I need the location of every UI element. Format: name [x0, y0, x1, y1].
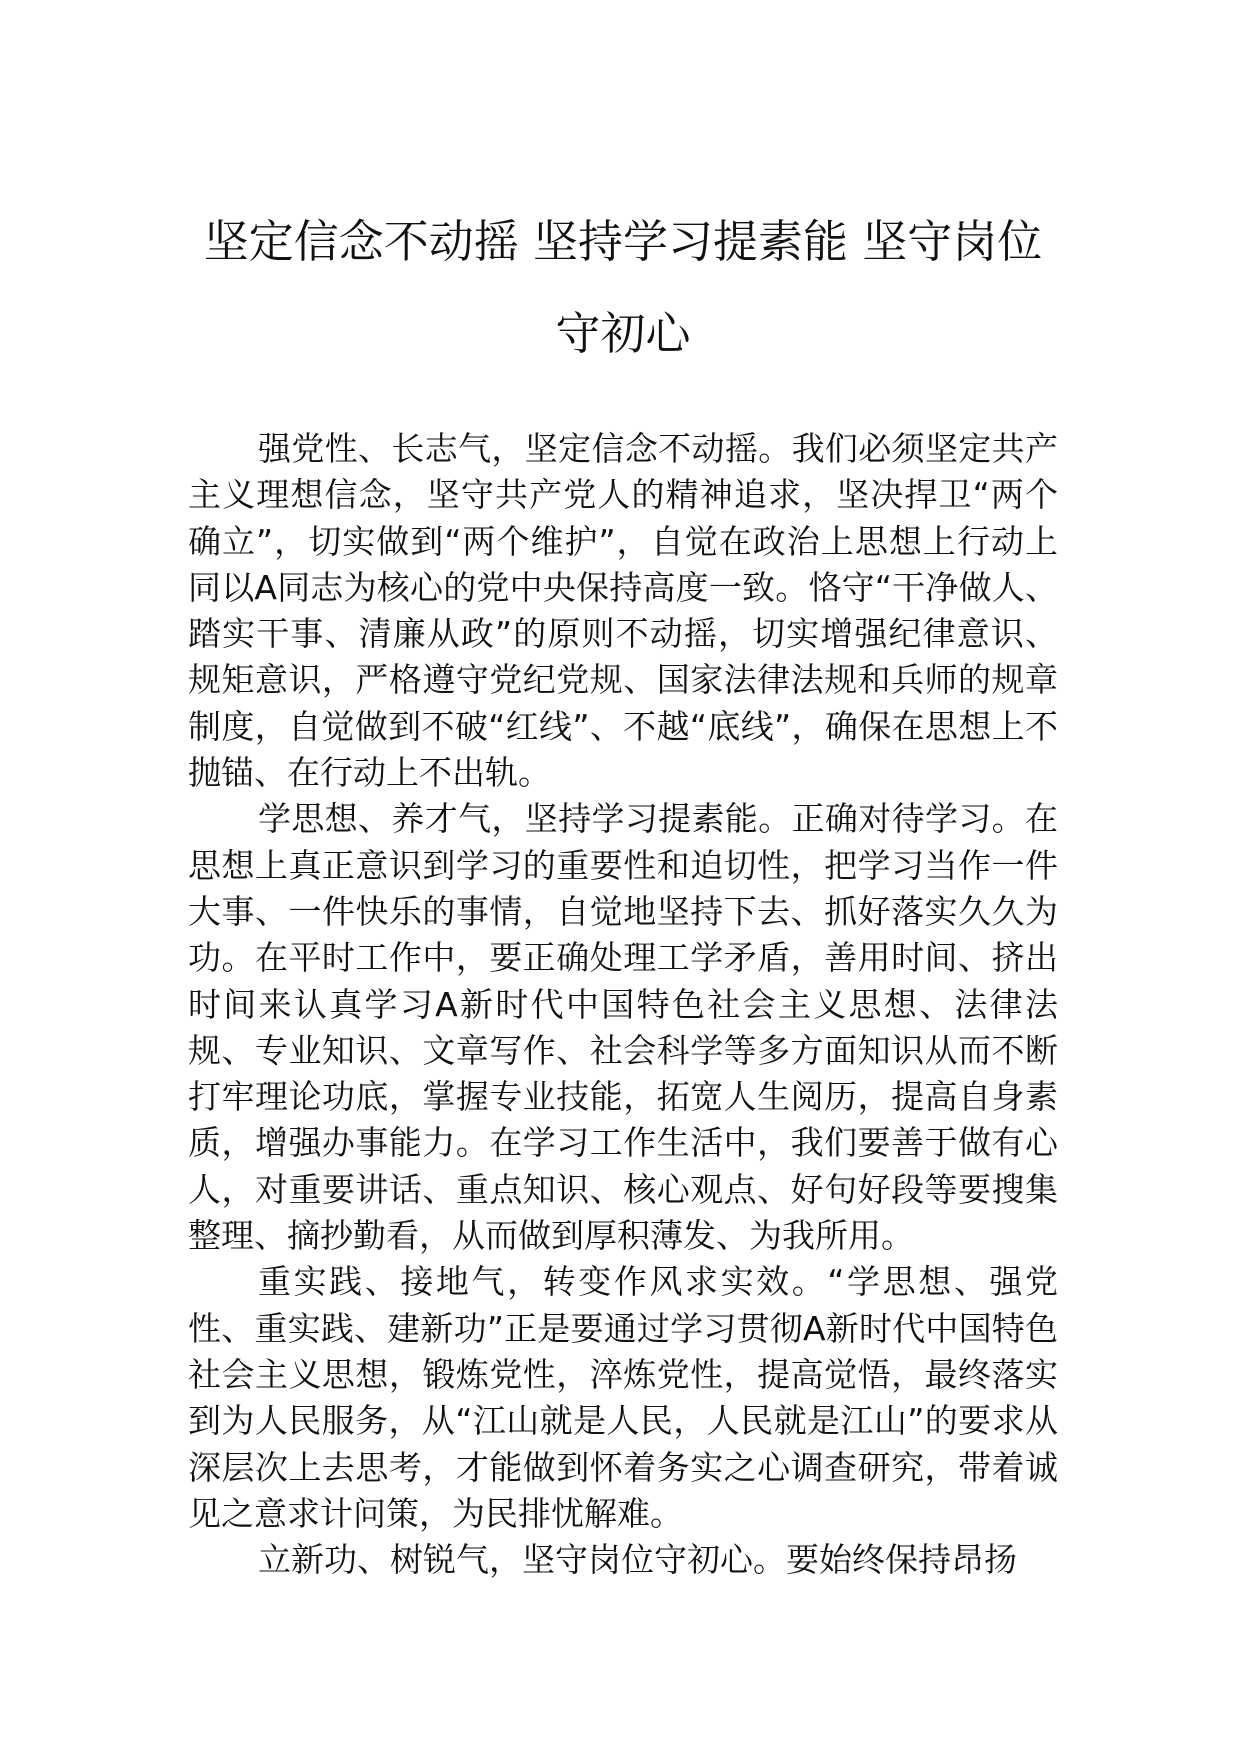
- document-title: 坚定信念不动摇 坚持学习提素能 坚守岗位守初心: [203, 215, 1043, 360]
- paragraph-3: 重实践、接地气，转变作风求实效。“学思想、强党性、重实践、建新功”正是要通过学习贯彻A新时代中国特色社会主义思想，锻炼党性，淬炼党性，提高觉悟，最终落实到为人民服务，从“江山就是人民，人民就是江山”的要求从深层次上去思考，才能做到怀着务实之心调查研究，带着诚见之意求计问策，为民排忧解难。: [188, 1262, 1058, 1533]
- document-body: [188, 426, 1058, 1583]
- paragraph-1: 强党性、长志气，坚定信念不动摇。我们必须坚定共产主义理想信念，坚守共产党人的精神追求，坚决捍卫“两个确立”，切实做到“两个维护”，自觉在政治上思想上行动上同以A同志为核心的党中央保持高度一致。恪守“干净做人、踏实干事、清廉从政”的原则不动摇，切实增强纪律意识、规矩意识，严格遵守党纪党规、国家法律法规和兵师的规章制度，自觉做到不破“红线”、不越“底线”，确保在思想上不抛锚、在行动上不出轨。: [188, 429, 1058, 793]
- paragraph-4: 立新功、树锐气，坚守岗位守初心。要始终保持昂扬: [258, 1540, 1017, 1580]
- paragraph-2: 学思想、养才气，坚持学习提素能。正确对待学习。在思想上真正意识到学习的重要性和迫切性，把学习当作一件大事、一件快乐的事情，自觉地坚持下去、抓好落实久久为功。在平时工作中，要正确处理工学矛盾，善用时间、挤出时间来认真学习A新时代中国特色社会主义思想、法律法规、专业知识、文章写作、社会科学等多方面知识从而不断打牢理论功底，掌握专业技能，拓宽人生阅历，提高自身素质，增强办事能力。在学习工作生活中，我们要善于做有心人，对重要讲话、重点知识、核心观点、好句好段等要搜集整理、摘抄勤看，从而做到厚积薄发、为我所用。: [188, 799, 1058, 1256]
